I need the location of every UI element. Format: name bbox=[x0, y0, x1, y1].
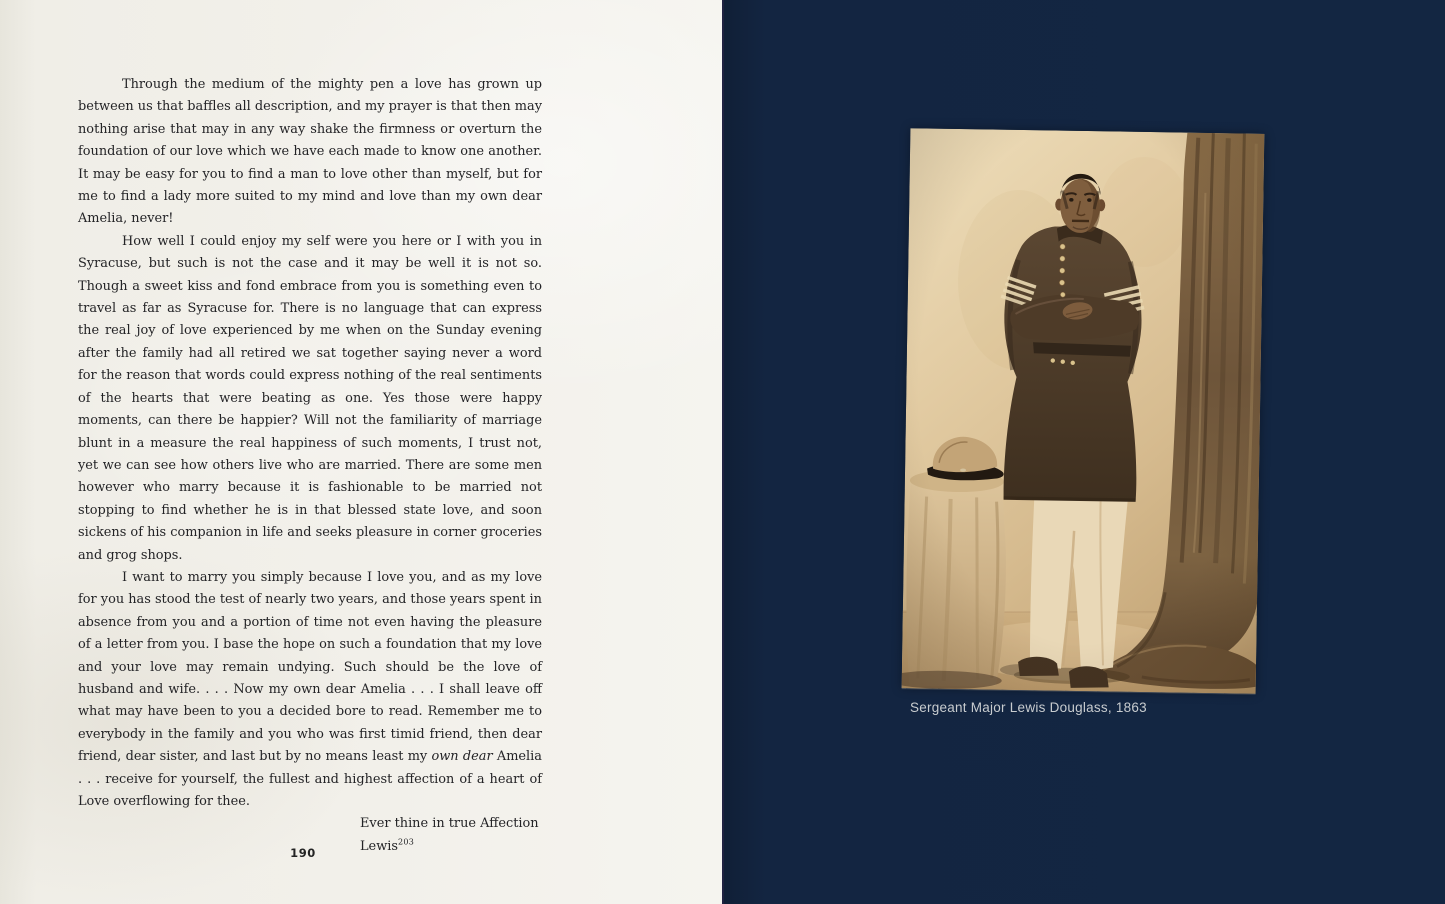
footnote-reference: 203 bbox=[397, 837, 415, 847]
photo-caption: Sergeant Major Lewis Douglass, 1863 bbox=[910, 700, 1147, 715]
letter-text bbox=[78, 74, 542, 858]
photograph-lewis-douglass bbox=[902, 128, 1265, 693]
closing-line: Ever thine in true Affection bbox=[360, 816, 539, 832]
signature-name: Lewis bbox=[360, 838, 398, 854]
letter-paragraph-2: How well I could enjoy my self were you here or I with you in Syracuse, but such is not the case and it may be well it is not so. Though a sweet kiss and fond embrace from you is something even to travel as far as Syracuse for. There is no language that can express the real joy of love experienced by me when on the Sunday evening after the family had all retired we sat together saying never a word for the reason that words could express nothing of the real sentiments of the hearts that were beating as one. Yes those were happy moments, can there be happier? Will not the familiarity of marriage blunt in a measure the real happiness of such moments, I trust not, yet we can see how others live who are married. There are some men however who marry because it is fashionable to be married not stopping to find whether he is in that blessed state love, and soon sickens of his companion in life and seeks pleasure in corner groceries and grog shops. bbox=[78, 233, 542, 563]
letter-paragraph-3-italic: own dear bbox=[431, 749, 493, 765]
letter-paragraph-3-text: I want to marry you simply because I love you, and as my love for you has stood the test of nearly two years, and those years spent in absence from you and a portion of time not even having the pleasure of a letter from you. I base the hope on such a foundation that my love and your love may remain undying. Such should be the love of husband and wife. . . . Now my own dear Amelia . . . I shall leave off what may have been to you a decided bore to read. Remember me to everybody in the family and you who was first timid friend, then dear friend, dear sister, and last but by no means least my bbox=[78, 569, 542, 765]
letter-paragraph-3 bbox=[78, 567, 542, 813]
photo-vignette bbox=[902, 128, 1265, 693]
letter-paragraph-3-end: Amelia . . . receive for yourself, the fullest and highest affection of a heart of Love overflowing for thee. bbox=[78, 749, 542, 809]
right-page bbox=[722, 0, 1445, 904]
letter-paragraph-1: Through the medium of the mighty pen a love has grown up between us that baffles all description, and my prayer is that then may nothing arise that may in any way shake the firmness or overturn the foundation of our love which we have each made to know one another. It may be easy for you to find a man to love other than myself, but for me to find a lady more suited to my mind and love than my own dear Amelia, never! bbox=[78, 77, 542, 227]
photo-illustration bbox=[902, 128, 1265, 693]
page-number: 190 bbox=[290, 846, 316, 860]
left-page bbox=[0, 0, 722, 904]
